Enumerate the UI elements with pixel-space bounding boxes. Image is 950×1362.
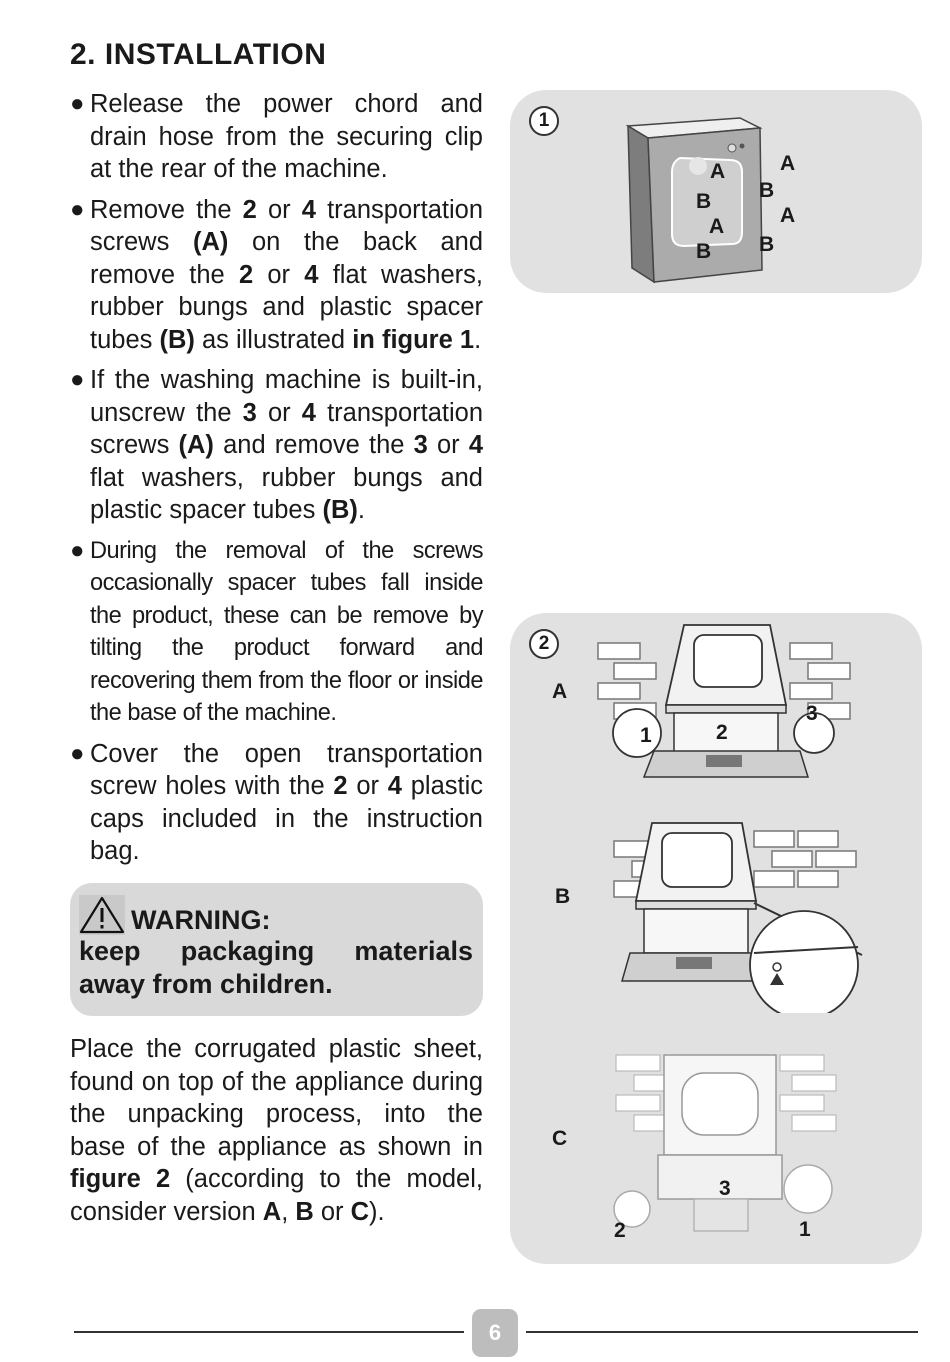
figure-1-label: A xyxy=(780,204,796,227)
bold-text: (B) xyxy=(322,496,358,524)
text-run: on the back and remove the xyxy=(90,228,483,289)
text-run: ). xyxy=(369,1197,385,1226)
figure-1-label: A xyxy=(709,215,725,238)
version-c-callout: 2 xyxy=(614,1219,626,1242)
text-run: Cover the open transportation screw holes with the xyxy=(90,739,483,800)
text-run: or xyxy=(256,398,302,427)
figure-1-label: B xyxy=(759,233,775,256)
version-c-callout: 1 xyxy=(799,1218,811,1241)
bold-text: 3 xyxy=(242,398,257,427)
bullet-text xyxy=(90,194,483,357)
page-number: 6 xyxy=(472,1309,518,1357)
version-a-callout: 3 xyxy=(806,702,818,725)
bullet-dot-icon: ● xyxy=(70,90,85,117)
bold-text: 4 xyxy=(468,431,483,459)
text-run: as illustrated xyxy=(194,325,353,354)
warning-text: keep packaging materials away from children. xyxy=(79,936,473,999)
bold-text: 4 xyxy=(304,260,319,289)
corrugated-sheet-paragraph xyxy=(70,1033,483,1228)
instruction-list xyxy=(70,88,483,876)
bold-text: (A) xyxy=(178,431,214,459)
text-run: and remove the xyxy=(213,431,414,459)
warning-box xyxy=(70,883,483,1016)
bullet-dot-icon: ● xyxy=(70,536,85,564)
text-run: . xyxy=(474,325,482,354)
bold-text: B xyxy=(295,1197,314,1226)
text-run: . xyxy=(357,496,365,524)
bullet-text xyxy=(90,88,483,186)
bullet-dot-icon: ● xyxy=(70,366,85,393)
version-c-label: C xyxy=(552,1127,568,1150)
bullet-dot-icon: ● xyxy=(70,195,85,223)
bullet-item xyxy=(70,88,483,186)
figure-1-label: A xyxy=(780,152,796,175)
bullet-text xyxy=(90,535,483,730)
section-title: 2. INSTALLATION xyxy=(70,38,327,71)
bullet-item xyxy=(70,364,483,527)
bold-text: (B) xyxy=(159,325,195,354)
version-a-callout: 2 xyxy=(716,721,728,744)
footer-divider-right xyxy=(526,1331,918,1333)
text-run: flat washers, rubber bungs and plastic spacer tubes xyxy=(90,463,483,524)
figure-1-label: B xyxy=(696,240,712,263)
bold-text: 4 xyxy=(301,195,316,224)
footer-divider-left xyxy=(74,1331,464,1333)
figure-2-panel xyxy=(510,613,922,1264)
text-run: If the washing machine is built-in, unscrew the xyxy=(90,366,483,427)
bullet-item xyxy=(70,738,483,868)
warning-header xyxy=(79,889,473,935)
text-run: or xyxy=(256,195,302,224)
text-run: plastic caps included in the instruction bag. xyxy=(90,772,484,865)
bold-text: 2 xyxy=(242,195,257,224)
bold-text: figure 2 xyxy=(70,1165,171,1193)
text-run: or xyxy=(253,260,305,289)
bullet-item xyxy=(70,194,483,357)
warning-title: WARNING: xyxy=(131,905,271,935)
text-run: or xyxy=(313,1197,351,1226)
version-b-label: B xyxy=(555,885,571,908)
bold-text: (A) xyxy=(192,228,229,256)
bold-text: 4 xyxy=(301,398,316,427)
figure-1-label: B xyxy=(696,190,712,213)
bold-text: 2 xyxy=(333,772,348,800)
bold-text: in figure 1 xyxy=(352,325,475,354)
text-run: or xyxy=(347,772,388,800)
text-run: transportation screws xyxy=(90,195,484,256)
version-b-drawing xyxy=(604,813,866,1013)
bullet-text xyxy=(90,364,483,527)
version-c-callout: 3 xyxy=(719,1177,731,1200)
bullet-item xyxy=(70,535,483,730)
bold-text: 4 xyxy=(387,772,402,800)
text-run: or xyxy=(427,431,469,459)
figure-1-label: A xyxy=(710,160,726,183)
text-run: Release the power chord and drain hose from the securing clip at the rear of the machine. xyxy=(90,90,483,183)
bullet-text xyxy=(90,738,483,868)
bullet-dot-icon: ● xyxy=(70,739,85,767)
version-a-label: A xyxy=(552,680,568,703)
text-run: , xyxy=(281,1197,296,1226)
figure-2-number: 2 xyxy=(529,629,559,659)
bold-text: 2 xyxy=(238,260,254,289)
bold-text: C xyxy=(350,1197,370,1226)
figure-1-label: B xyxy=(759,179,775,202)
bold-text: A xyxy=(262,1197,282,1226)
text-run: During the removal of the screws occasionally spacer tubes fall inside the product, these can be remove by tilting the product forward and recovering them from the floor or inside the base of the machine. xyxy=(90,537,483,726)
warning-triangle-icon xyxy=(79,895,125,935)
text-run: (according to the model, consider version xyxy=(70,1165,483,1226)
figure-1-number: 1 xyxy=(529,106,559,136)
figure-1-panel xyxy=(510,90,922,293)
text-run: Remove the xyxy=(90,195,243,224)
text-run: flat washers, rubber bungs and plastic spacer tubes xyxy=(90,260,483,354)
version-a-drawing xyxy=(594,621,862,793)
version-a-callout: 1 xyxy=(640,724,652,747)
text-run: transportation screws xyxy=(90,398,484,459)
bold-text: 3 xyxy=(413,431,428,459)
text-run: Place the corrugated plastic sheet, found on top of the appliance during the unpacking process, into the base of the appliance as shown in xyxy=(70,1035,483,1161)
